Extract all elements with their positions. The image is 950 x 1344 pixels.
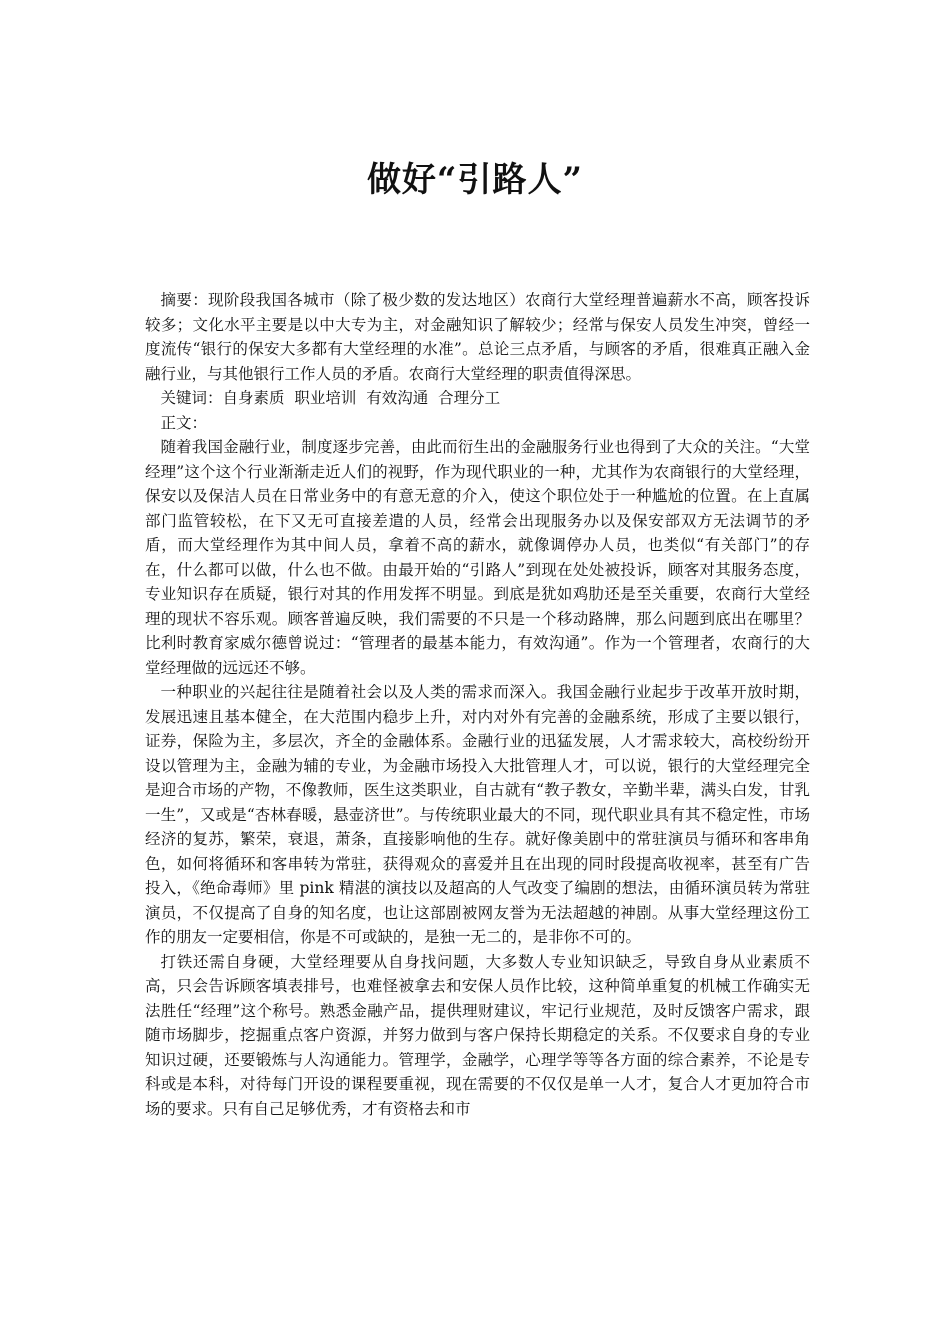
document-body — [145, 288, 810, 1121]
body-paragraph-3: 打铁还需自身硬，大堂经理要从自身找问题，大多数人专业知识缺乏，导致自身从业素质不高，只会告诉顾客填表排号，也难怪被拿去和安保人员作比较，这种简单重复的机械工作确实无法胜任“经理”这个称号。熟悉金融产品，提供理财建议，牢记行业规范，及时反馈客户需求，跟随市场脚步，挖掘重点客户资源，并努力做到与客户保持长期稳定的关系。不仅要求自身的专业知识过硬，还要锻炼与人沟通能力。管理学，金融学，心理学等等各方面的综合素养，不论是专科或是本科，对待每门开设的课程要重视，现在需要的不仅仅是单一人才，复合人才更加符合市场的要求。只有自己足够优秀，才有资格去和市 — [145, 952, 810, 1118]
document-title: 做好“引路人” — [366, 160, 584, 200]
keywords-line: 关键词：自身素质 职业培训 有效沟通 合理分工 — [160, 389, 501, 407]
body-paragraph-1: 随着我国金融行业，制度逐步完善，由此而衍生出的金融服务行业也得到了大众的关注。“大堂经理”这个这个行业渐渐走近人们的视野，作为现代职业的一种，尤其作为农商银行的大堂经理，保安以及保洁人员在日常业务中的有意无意的介入，使这个职位处于一种尴尬的位置。在上直属部门监管较松，在下又无可直接差遣的人员，经常会出现服务办以及保安部双方无法调节的矛盾，而大堂经理作为其中间人员，拿着不高的薪水，就像调停办人员，也类似“有关部门”的存在，什么都可以做，什么也不做。由最开始的“引路人”到现在处处被投诉，顾客对其服务态度，专业知识存在质疑，银行对其的作用发挥不明显。到底是犹如鸡肋还是至关重要，农商行大堂经理的现状不容乐观。顾客普遍反映，我们需要的不只是一个移动路牌，那么问题到底出在哪里？比利时教育家威尔德曾说过：“管理者的最基本能力，有效沟通”。作为一个管理者，农商行的大堂经理做的远远还不够。 — [145, 438, 810, 677]
body-paragraph-2: 一种职业的兴起往往是随着社会以及人类的需求而深入。我国金融行业起步于改革开放时期，发展迅速且基本健全，在大范围内稳步上升，对内对外有完善的金融系统，形成了主要以银行，证券，保险为主，多层次，齐全的金融体系。金融行业的迅猛发展，人才需求较大，高校纷纷开设以管理为主，金融为辅的专业，为金融市场投入大批管理人才，可以说，银行的大堂经理完全是迎合市场的产物，不像教师，医生这类职业，自古就有“教子教女，辛勤半辈，满头白发，甘乳一生”，又或是“杏林春暖，悬壶济世”。与传统职业最大的不同，现代职业具有其不稳定性，市场经济的复苏，繁荣，衰退，萧条，直接影响他的生存。就好像美剧中的常驻演员与循环和客串角色，如何将循环和客串转为常驻，获得观众的喜爱并且在出现的同时段提高收视率，甚至有广告投入，《绝命毒师》里 pink 精湛的演技以及超高的人气改变了编剧的想法，由循环演员转为常驻演员，不仅提高了自身的知名度，也让这部剧被网友誉为无法超越的神剧。从事大堂经理这份工作的朋友一定要相信，你是不可或缺的，是独一无二的，是非你不可的。 — [145, 683, 810, 946]
body-label: 正文： — [160, 413, 208, 432]
abstract-paragraph: 摘要：现阶段我国各城市（除了极少数的发达地区）农商行大堂经理普遍薪水不高，顾客投诉较多；文化水平主要是以中大专为主，对金融知识了解较少；经常与保安人员发生冲突，曾经一度流传“银行的保安大多都有大堂经理的水准”。总论三点矛盾，与顾客的矛盾，很难真正融入金融行业，与其他银行工作人员的矛盾。农商行大堂经理的职责值得深思。 — [145, 291, 810, 383]
